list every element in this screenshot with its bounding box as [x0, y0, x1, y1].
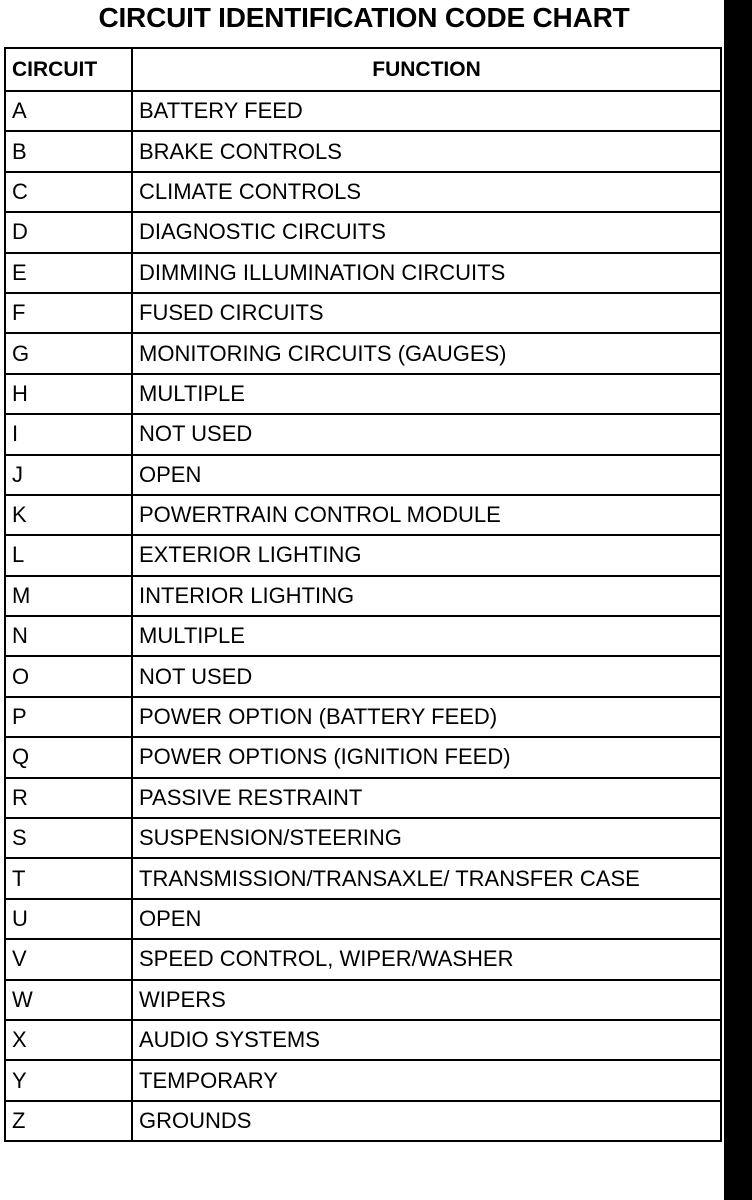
- table-row: [5, 576, 721, 616]
- table-row: [5, 737, 721, 777]
- circuit-code-cell: Y: [5, 1060, 132, 1100]
- function-cell: AUDIO SYSTEMS: [132, 1020, 721, 1060]
- circuit-code-cell: J: [5, 455, 132, 495]
- table-row: [5, 858, 721, 898]
- circuit-code-cell: H: [5, 374, 132, 414]
- function-cell: CLIMATE CONTROLS: [132, 172, 721, 212]
- circuit-code-cell: T: [5, 858, 132, 898]
- function-cell: TEMPORARY: [132, 1060, 721, 1100]
- function-cell: EXTERIOR LIGHTING: [132, 535, 721, 575]
- circuit-code-cell: G: [5, 333, 132, 373]
- table-row: [5, 1101, 721, 1141]
- circuit-code-cell: K: [5, 495, 132, 535]
- table-row: [5, 616, 721, 656]
- circuit-code-cell: V: [5, 939, 132, 979]
- table-row: [5, 778, 721, 818]
- table-row: [5, 980, 721, 1020]
- table-row: [5, 212, 721, 252]
- table-body: [5, 91, 721, 1141]
- table-row: [5, 495, 721, 535]
- table-row: [5, 1020, 721, 1060]
- circuit-code-cell: C: [5, 172, 132, 212]
- table-row: [5, 91, 721, 131]
- table-row: [5, 293, 721, 333]
- table-row: [5, 697, 721, 737]
- function-cell: BATTERY FEED: [132, 91, 721, 131]
- function-cell: MULTIPLE: [132, 374, 721, 414]
- circuit-code-cell: Q: [5, 737, 132, 777]
- function-cell: MULTIPLE: [132, 616, 721, 656]
- function-cell: NOT USED: [132, 414, 721, 454]
- function-cell: INTERIOR LIGHTING: [132, 576, 721, 616]
- column-header-circuit: CIRCUIT: [5, 48, 132, 91]
- chart-title: CIRCUIT IDENTIFICATION CODE CHART: [98, 2, 630, 33]
- table-row: [5, 131, 721, 171]
- function-cell: POWER OPTIONS (IGNITION FEED): [132, 737, 721, 777]
- table-row: [5, 1060, 721, 1100]
- function-cell: POWER OPTION (BATTERY FEED): [132, 697, 721, 737]
- function-cell: FUSED CIRCUITS: [132, 293, 721, 333]
- function-cell: GROUNDS: [132, 1101, 721, 1141]
- circuit-code-cell: X: [5, 1020, 132, 1060]
- function-cell: SUSPENSION/STEERING: [132, 818, 721, 858]
- table-row: [5, 253, 721, 293]
- circuit-code-cell: F: [5, 293, 132, 333]
- circuit-code-cell: N: [5, 616, 132, 656]
- circuit-code-table: [4, 47, 722, 1142]
- circuit-code-cell: U: [5, 899, 132, 939]
- function-cell: DIMMING ILLUMINATION CIRCUITS: [132, 253, 721, 293]
- column-header-function: FUNCTION: [132, 48, 721, 91]
- function-cell: SPEED CONTROL, WIPER/WASHER: [132, 939, 721, 979]
- function-cell: WIPERS: [132, 980, 721, 1020]
- table-row: [5, 818, 721, 858]
- function-cell: TRANSMISSION/TRANSAXLE/ TRANSFER CASE: [132, 858, 721, 898]
- table-row: [5, 535, 721, 575]
- circuit-code-cell: B: [5, 131, 132, 171]
- table-header-row: [5, 48, 721, 91]
- table-row: [5, 656, 721, 696]
- circuit-code-cell: O: [5, 656, 132, 696]
- table-row: [5, 899, 721, 939]
- table-row: [5, 333, 721, 373]
- table-row: [5, 414, 721, 454]
- circuit-code-cell: E: [5, 253, 132, 293]
- circuit-code-cell: I: [5, 414, 132, 454]
- circuit-code-cell: Z: [5, 1101, 132, 1141]
- circuit-code-cell: D: [5, 212, 132, 252]
- circuit-code-cell: M: [5, 576, 132, 616]
- circuit-code-cell: P: [5, 697, 132, 737]
- function-cell: OPEN: [132, 455, 721, 495]
- table-row: [5, 374, 721, 414]
- function-cell: PASSIVE RESTRAINT: [132, 778, 721, 818]
- table-row: [5, 939, 721, 979]
- circuit-code-cell: R: [5, 778, 132, 818]
- function-cell: NOT USED: [132, 656, 721, 696]
- function-cell: BRAKE CONTROLS: [132, 131, 721, 171]
- function-cell: POWERTRAIN CONTROL MODULE: [132, 495, 721, 535]
- function-cell: MONITORING CIRCUITS (GAUGES): [132, 333, 721, 373]
- circuit-code-cell: S: [5, 818, 132, 858]
- function-cell: DIAGNOSTIC CIRCUITS: [132, 212, 721, 252]
- circuit-code-cell: L: [5, 535, 132, 575]
- table-row: [5, 455, 721, 495]
- circuit-code-cell: A: [5, 91, 132, 131]
- table-row: [5, 172, 721, 212]
- circuit-code-cell: W: [5, 980, 132, 1020]
- page-edge-bar: [724, 0, 752, 1200]
- function-cell: OPEN: [132, 899, 721, 939]
